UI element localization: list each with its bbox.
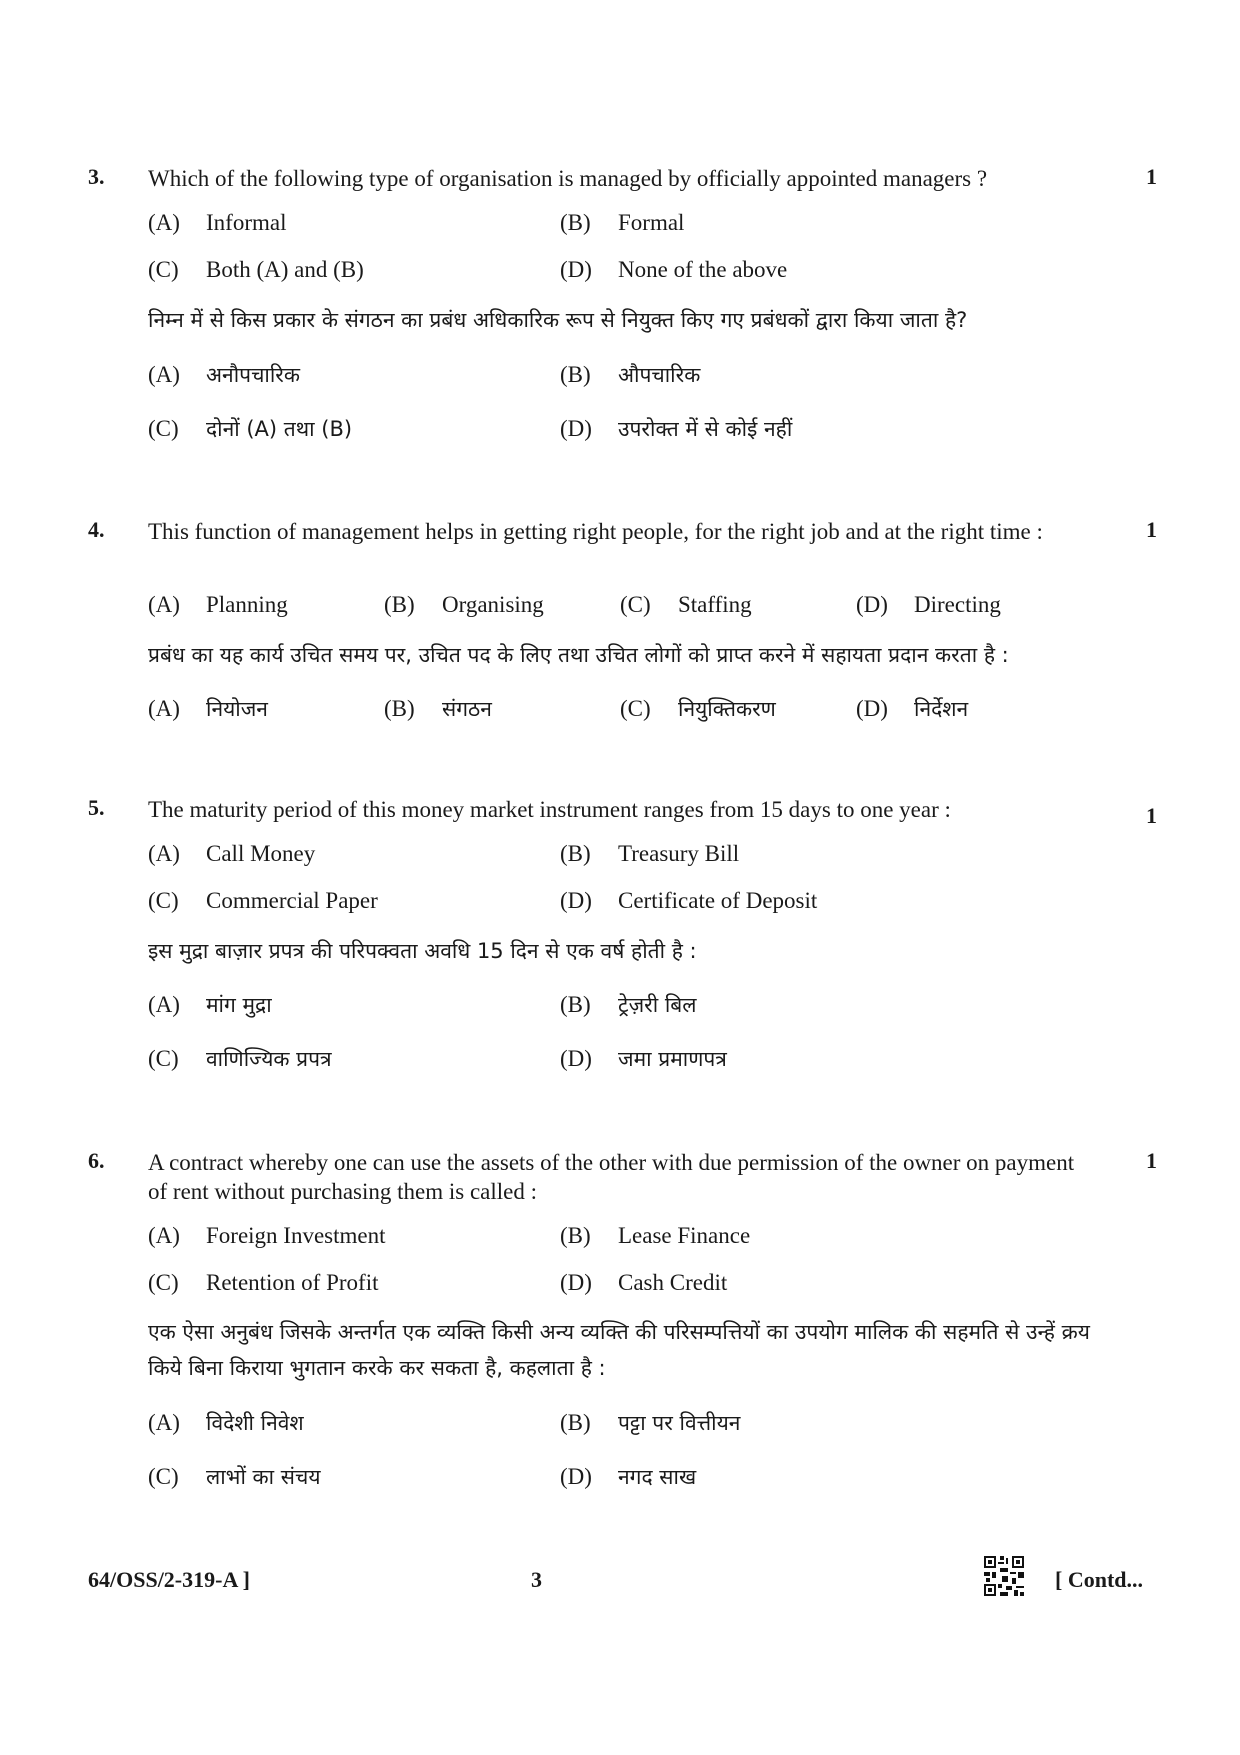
option-b xyxy=(560,210,684,236)
question-number: 6. xyxy=(88,1148,105,1173)
option-text: Retention of Profit xyxy=(206,1270,379,1295)
option-c xyxy=(148,888,378,914)
option-text: Certificate of Deposit xyxy=(618,888,818,913)
option-c xyxy=(620,592,752,618)
hindi-option-a xyxy=(148,695,268,723)
option-b xyxy=(384,592,544,618)
option-label: (B) xyxy=(560,841,591,866)
question-text: This function of management helps in getting right people, for the right job and at the right time : xyxy=(148,519,1043,544)
continued-label: [ Contd... xyxy=(1055,1567,1144,1592)
option-label: (C) xyxy=(148,1464,179,1489)
option-a xyxy=(148,210,286,236)
option-text: Foreign Investment xyxy=(206,1223,386,1248)
option-text: नियोजन xyxy=(206,697,268,721)
option-text: मांग मुद्रा xyxy=(206,993,272,1017)
question-number: 4. xyxy=(88,517,105,542)
hindi-option-c xyxy=(148,415,352,443)
option-text: Formal xyxy=(618,210,685,235)
option-text: Planning xyxy=(206,592,288,617)
question-number: 5. xyxy=(88,795,105,820)
option-text: None of the above xyxy=(618,257,788,282)
option-label: (D) xyxy=(560,1270,592,1295)
option-label: (A) xyxy=(148,841,180,866)
hindi-option-c xyxy=(148,1045,332,1073)
hindi-option-a xyxy=(148,991,272,1019)
paper-code: 64/OSS/2-319-A ] xyxy=(88,1567,250,1592)
option-text: Call Money xyxy=(206,841,316,866)
option-label: (A) xyxy=(148,992,180,1017)
option-text: दोनों (A) तथा (B) xyxy=(206,417,353,441)
option-label: (A) xyxy=(148,1223,180,1248)
option-text: अनौपचारिक xyxy=(206,363,300,387)
option-label: (D) xyxy=(560,1046,592,1071)
question-text-hindi: प्रबंध का यह कार्य उचित समय पर, उचित पद के लिए तथा उचित लोगों को प्राप्त करने में सहायता प्रदान करता है : xyxy=(148,643,1009,667)
option-text: औपचारिक xyxy=(618,363,701,387)
hindi-option-d xyxy=(560,1463,696,1491)
option-label: (C) xyxy=(148,888,179,913)
hindi-option-c xyxy=(620,695,776,723)
option-text: लाभों का संचय xyxy=(206,1465,321,1489)
option-label: (D) xyxy=(560,1464,592,1489)
hindi-option-b xyxy=(560,991,697,1019)
option-label: (D) xyxy=(560,257,592,282)
question-text: The maturity period of this money market instrument ranges from 15 days to one year : xyxy=(148,797,951,822)
hindi-option-b xyxy=(560,1409,740,1437)
hindi-option-d xyxy=(856,695,968,723)
question-text: A contract whereby one can use the assets of the other with due permission of the owner on payment of rent without purchasing them is called : xyxy=(148,1150,1075,1204)
option-a xyxy=(148,841,315,867)
option-label: (C) xyxy=(148,416,179,441)
option-label: (B) xyxy=(384,696,415,721)
option-label: (D) xyxy=(560,416,592,441)
option-text: Treasury Bill xyxy=(618,841,740,866)
option-d xyxy=(560,257,787,283)
hindi-option-c xyxy=(148,1463,321,1491)
option-text: वाणिज्यिक प्रपत्र xyxy=(206,1047,332,1071)
option-text: Informal xyxy=(206,210,287,235)
option-label: (C) xyxy=(620,592,651,617)
option-text: निर्देशन xyxy=(914,697,969,721)
option-label: (B) xyxy=(560,1410,591,1435)
question-marks: 1 xyxy=(1146,803,1157,828)
question-marks: 1 xyxy=(1146,164,1157,189)
option-text: जमा प्रमाणपत्र xyxy=(618,1047,727,1071)
option-label: (B) xyxy=(560,362,591,387)
option-d xyxy=(856,592,1001,618)
qr-code-icon xyxy=(984,1556,1024,1596)
hindi-option-a xyxy=(148,361,300,389)
option-d xyxy=(560,888,817,914)
option-c xyxy=(148,1270,378,1296)
option-label: (B) xyxy=(560,1223,591,1248)
hindi-option-b xyxy=(384,695,492,723)
question-marks: 1 xyxy=(1146,1148,1157,1173)
option-text: Directing xyxy=(914,592,1001,617)
question-number: 3. xyxy=(88,164,105,189)
option-label: (B) xyxy=(560,992,591,1017)
option-text: पट्टा पर वित्तीयन xyxy=(618,1411,741,1435)
option-b xyxy=(560,841,739,867)
option-a xyxy=(148,1223,386,1249)
option-label: (C) xyxy=(148,1046,179,1071)
option-label: (D) xyxy=(856,696,888,721)
option-d xyxy=(560,1270,727,1296)
question-text-hindi: इस मुद्रा बाज़ार प्रपत्र की परिपक्वता अवधि 15 दिन से एक वर्ष होती है : xyxy=(148,939,697,963)
option-text: Both (A) and (B) xyxy=(206,257,364,282)
question-text-hindi: एक ऐसा अनुबंध जिसके अन्तर्गत एक व्यक्ति किसी अन्य व्यक्ति की परिसम्पत्तियों का उपयोग मालिक की सहमति से उन्हें क्रय किये बिना किराया भुगतान करके कर सकता है, कहलाता है : xyxy=(148,1320,1090,1380)
option-label: (D) xyxy=(856,592,888,617)
option-text: Lease Finance xyxy=(618,1223,751,1248)
option-text: नगद साख xyxy=(618,1465,697,1489)
question-text: Which of the following type of organisation is managed by officially appointed managers ? xyxy=(148,166,988,191)
hindi-option-d xyxy=(560,1045,727,1073)
hindi-option-a xyxy=(148,1409,304,1437)
option-label: (C) xyxy=(620,696,651,721)
option-a xyxy=(148,592,288,618)
option-text: Commercial Paper xyxy=(206,888,378,913)
option-text: Staffing xyxy=(678,592,752,617)
option-label: (B) xyxy=(560,210,591,235)
option-label: (A) xyxy=(148,696,180,721)
option-label: (B) xyxy=(384,592,415,617)
option-label: (D) xyxy=(560,888,592,913)
option-text: ट्रेज़री बिल xyxy=(618,993,697,1017)
question-text-hindi: निम्न में से किस प्रकार के संगठन का प्रबंध अधिकारिक रूप से नियुक्त किए गए प्रबंधकों द्वारा किया जाता है? xyxy=(148,308,968,332)
option-label: (C) xyxy=(148,257,179,282)
option-b xyxy=(560,1223,750,1249)
option-label: (A) xyxy=(148,210,180,235)
option-c xyxy=(148,257,364,283)
option-text: उपरोक्त में से कोई नहीं xyxy=(618,417,793,441)
option-text: संगठन xyxy=(442,697,492,721)
page-number: 3 xyxy=(531,1567,542,1592)
hindi-option-d xyxy=(560,415,792,443)
question-marks: 1 xyxy=(1146,517,1157,542)
option-label: (A) xyxy=(148,592,180,617)
option-label: (A) xyxy=(148,1410,180,1435)
option-text: विदेशी निवेश xyxy=(206,1411,304,1435)
option-text: Cash Credit xyxy=(618,1270,728,1295)
option-text: Organising xyxy=(442,592,544,617)
option-label: (C) xyxy=(148,1270,179,1295)
hindi-option-b xyxy=(560,361,700,389)
option-label: (A) xyxy=(148,362,180,387)
option-text: नियुक्तिकरण xyxy=(678,697,776,721)
